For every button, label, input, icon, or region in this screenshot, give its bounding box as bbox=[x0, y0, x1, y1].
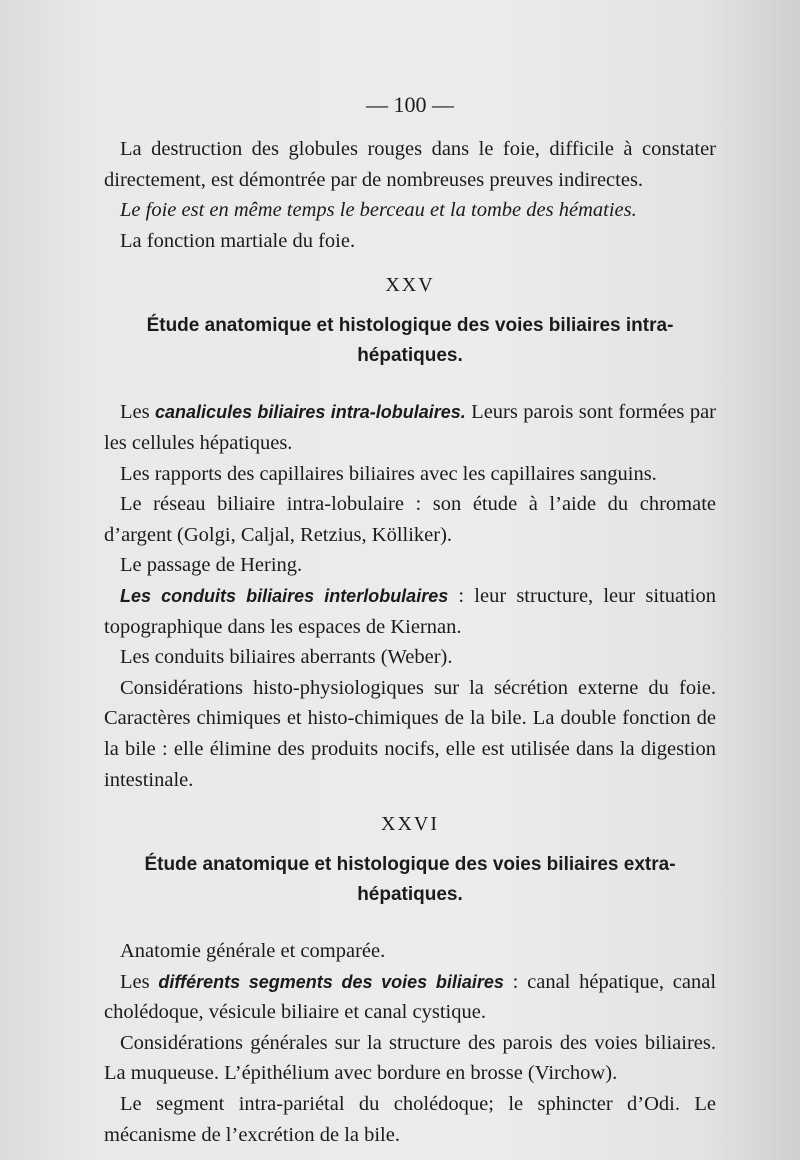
paragraph: Les conduits biliaires aberrants (Weber). bbox=[120, 646, 453, 669]
text-lead: Les bbox=[120, 970, 150, 993]
emphasis: Les conduits biliaires interlobulaires bbox=[120, 585, 449, 606]
paragraph: La destruction des globules rouges dans le foie, difficile à constater directement, est démontrée par de nombreuses preuves indirectes. bbox=[104, 138, 716, 191]
page-number: — 100 — bbox=[366, 92, 454, 117]
paragraph: La fonction martiale du foie. bbox=[120, 229, 356, 252]
section-title: Étude anatomique et histologique des voies biliaires extra-hépatiques. bbox=[144, 854, 676, 906]
paragraph: Considérations générales sur la structure des parois des voies biliaires. La muqueuse. L’épithélium avec bordure en brosse (Virchow). bbox=[104, 1031, 716, 1085]
text-lead: Les bbox=[120, 401, 150, 424]
section-title: Étude anatomique et histologique des voies biliaires intra-hépatiques. bbox=[146, 315, 674, 367]
section-number: XXV bbox=[385, 274, 435, 297]
paragraph bbox=[104, 967, 716, 1028]
paragraph: Considérations histo-physiologiques sur la sécrétion externe du foie. Caractères chimiques et histo-chimiques de la bile. La double fonction de la bile : elle élimine des produits nocifs, elle est utilisée dans la digestion intestinale. bbox=[104, 676, 716, 791]
paragraph-italic: Le foie est en même temps le berceau et la tombe des hématies. bbox=[120, 199, 637, 222]
paragraph bbox=[104, 581, 716, 642]
paragraph: Les rapports des capillaires biliaires avec les capillaires sanguins. bbox=[120, 462, 657, 485]
text-rest: Leurs parois sont formées par les cellules hépatiques. bbox=[104, 401, 716, 454]
paragraph: Le réseau biliaire intra-lobulaire : son étude à l’aide du chromate d’argent (Golgi, Caljal, Retzius, Kölliker). bbox=[104, 493, 716, 546]
emphasis: différents segments des voies biliaires bbox=[158, 971, 504, 992]
emphasis: canalicules biliaires intra-lobulaires. bbox=[155, 402, 466, 423]
text-rest: : canal hépatique, canal cholédoque, vésicule biliaire et canal cystique. bbox=[104, 970, 717, 1024]
page-content bbox=[104, 92, 716, 1150]
section-number: XXVI bbox=[381, 813, 439, 836]
paragraph: Le segment intra-pariétal du cholédoque; le sphincter d’Odi. Le mécanisme de l’excrétion de la bile. bbox=[104, 1093, 716, 1146]
paragraph: Anatomie générale et comparée. bbox=[120, 940, 386, 963]
text-rest: : leur structure, leur situation topographique dans les espaces de Kiernan. bbox=[104, 584, 716, 638]
paragraph bbox=[104, 397, 716, 458]
paragraph: Le passage de Hering. bbox=[120, 554, 303, 577]
